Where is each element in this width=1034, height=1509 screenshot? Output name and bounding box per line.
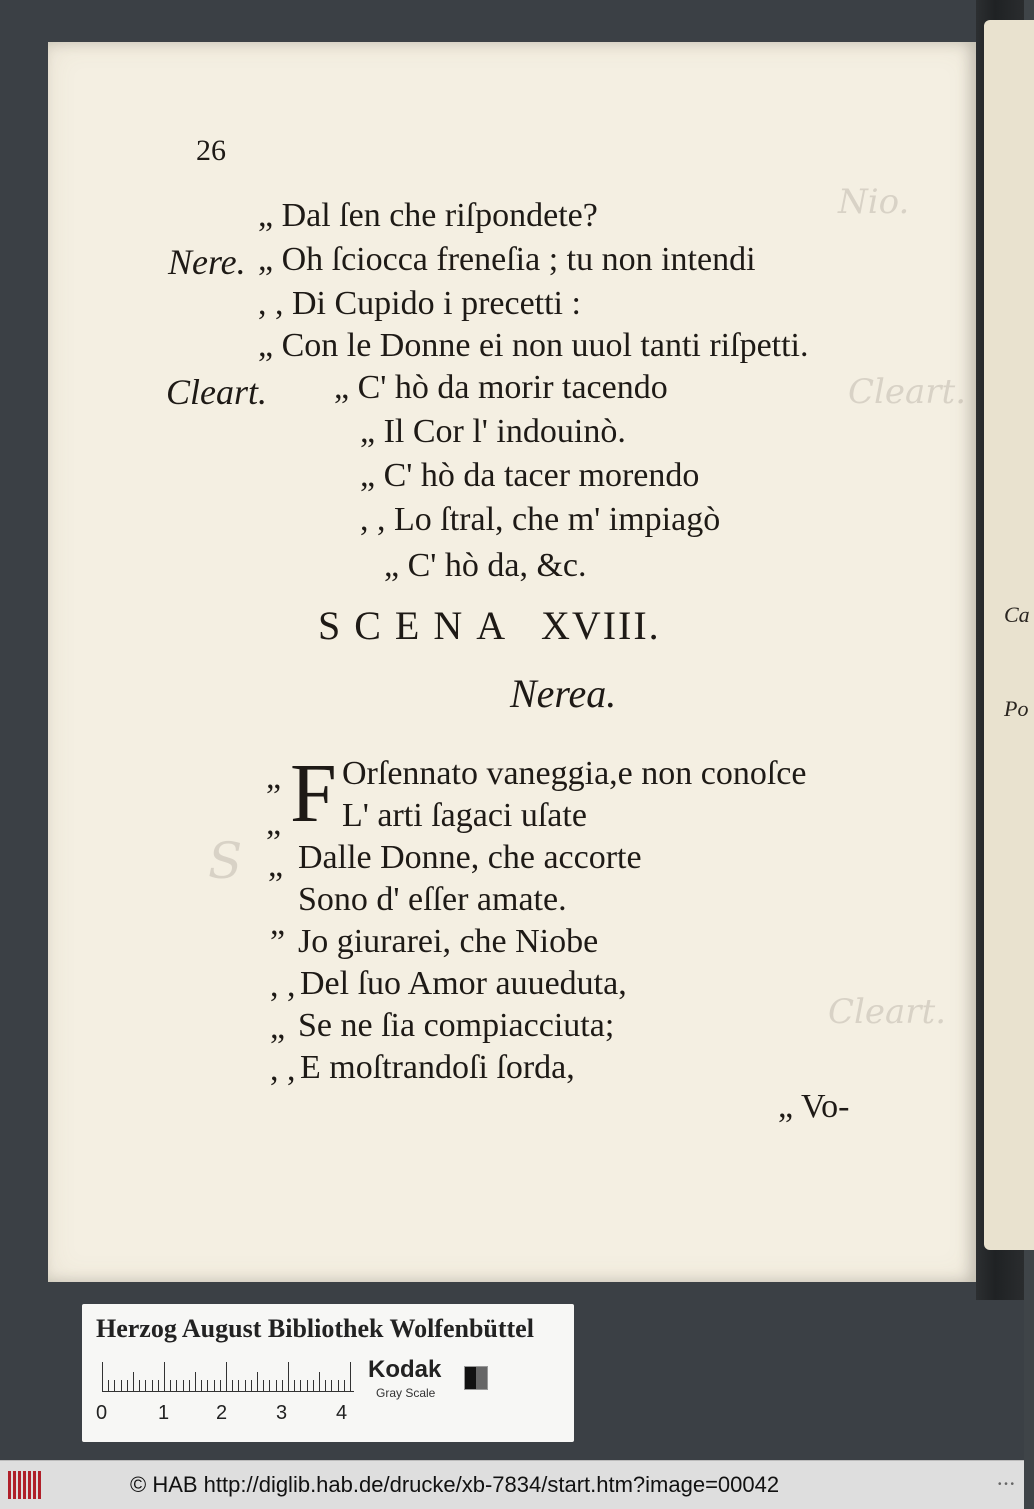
ruler-number: 1 [158,1402,170,1424]
show-through: Nio. [838,182,910,222]
ruler-tick [294,1380,295,1392]
quote-mark: „ [270,905,286,942]
gray-swatch [464,1366,488,1390]
verse-line: „ Oh ſciocca freneſia ; tu non intendi [258,241,756,278]
ruler-tick [263,1380,264,1392]
library-name: Herzog August Bibliothek Wolfenbüttel [96,1314,534,1343]
verse-line: „ Con le Donne ei non uuol tanti riſpetti. [258,327,809,364]
scene-word: SCENA [318,603,517,648]
quote-mark: , , [270,967,296,1004]
quote-mark: „ [270,1009,286,1046]
ruler-tick [257,1372,258,1392]
ruler-number: 4 [336,1402,348,1424]
logo-bar [38,1471,41,1499]
facing-page-edge [984,20,1034,1250]
speaker-label: Nere. [168,242,246,282]
verse-line: Orſennato vaneggia,e non conoſce [342,755,807,792]
logo-bar [23,1471,26,1499]
ruler-tick [325,1380,326,1392]
catchword: „ Vo- [778,1088,850,1125]
quote-mark: „ [266,759,282,796]
verse-line: , , Lo ſtral, che m' impiagò [360,501,721,538]
ruler-tick [176,1380,177,1392]
ruler-tick [127,1380,128,1392]
ruler-tick [139,1380,140,1392]
speaker-label: Cleart. [166,372,268,412]
ruler-tick [331,1380,332,1392]
logo-bar [8,1471,11,1499]
hab-logo-icon [8,1471,44,1499]
logo-bar [18,1471,21,1499]
show-through: Cleart. [828,992,947,1032]
verse-line: , , Di Cupido i precetti : [258,285,581,322]
drop-capital: F [290,747,337,840]
footer-bar [0,1460,1024,1509]
ruler-tick [282,1380,283,1392]
facing-edge-text: Ca [1004,602,1030,627]
ruler-tick [251,1380,252,1392]
scene-speaker: Nerea. [510,671,617,716]
verse-line: „ C' hò da morir tacendo [334,369,668,406]
color-reference-card [82,1304,574,1442]
verse-line: Del ſuo Amor auueduta, [300,965,627,1002]
gray-scale-label: Gray Scale [376,1386,436,1400]
ruler-number: 2 [216,1402,228,1424]
kodak-logo: Kodak [368,1356,442,1383]
ruler-tick [350,1362,351,1392]
ruler-tick [276,1380,277,1392]
verse-line: „ Il Cor l' indouinò. [360,413,626,450]
footer-dots: • • • [997,1479,1014,1490]
ruler-tick [344,1380,345,1392]
ruler-tick [220,1380,221,1392]
ruler-tick [183,1380,184,1392]
ruler-tick [152,1380,153,1392]
facing-edge-text: Po [1004,696,1029,721]
ruler-tick [338,1380,339,1392]
show-through: Cleart. [848,372,967,412]
verse-line: Se ne ſia compiacciuta; [298,1007,615,1044]
logo-bar [28,1471,31,1499]
ruler-tick [108,1380,109,1392]
verse-line: Dalle Donne, che accorte [298,839,642,876]
ruler-tick [238,1380,239,1392]
verse-line: E moſtrandoſi ſorda, [300,1049,575,1086]
ruler-tick [121,1380,122,1392]
ruler-tick [158,1380,159,1392]
verse-line: „ C' hò da tacer morendo [360,457,700,494]
ruler-number: 3 [276,1402,288,1424]
copyright-url[interactable]: © HAB http://diglib.hab.de/drucke/xb-7834/start.htm?image=00042 [130,1472,780,1497]
ruler-tick [319,1372,320,1392]
quote-mark: , , [270,1051,296,1088]
ruler-tick [102,1362,103,1392]
ruler-tick [133,1372,134,1392]
ruler-tick [313,1380,314,1392]
ruler-tick [214,1380,215,1392]
ruler-tick [307,1380,308,1392]
ruler-tick [245,1380,246,1392]
show-through: S [208,832,243,890]
ruler-tick [145,1380,146,1392]
ruler-tick [226,1362,227,1392]
verse-line: Sono d' eſſer amate. [298,881,567,918]
scene-heading [318,602,661,649]
verse-line: „ C' hò da, &c. [384,547,587,584]
ruler-tick [195,1372,196,1392]
quote-mark: „ [266,805,282,842]
ruler-tick [114,1380,115,1392]
verse-line: L' arti ſagaci uſate [342,797,587,834]
scene-numeral: XVIII. [540,603,661,648]
ruler-tick [189,1380,190,1392]
ruler-number: 0 [96,1402,108,1424]
ruler-tick [207,1380,208,1392]
ruler-tick [288,1362,289,1392]
verse-line: „ Dal ſen che riſpondete? [258,197,598,234]
logo-bar [33,1471,36,1499]
scale-ruler [102,1362,354,1392]
ruler-tick [232,1380,233,1392]
ruler-tick [164,1362,165,1392]
ruler-tick [300,1380,301,1392]
verse-line: Jo giurarei, che Niobe [298,923,599,960]
quote-mark: „ [268,847,284,884]
logo-bar [13,1471,16,1499]
ruler-tick [201,1380,202,1392]
ruler-tick [170,1380,171,1392]
ruler-tick [269,1380,270,1392]
page-number: 26 [196,134,226,167]
